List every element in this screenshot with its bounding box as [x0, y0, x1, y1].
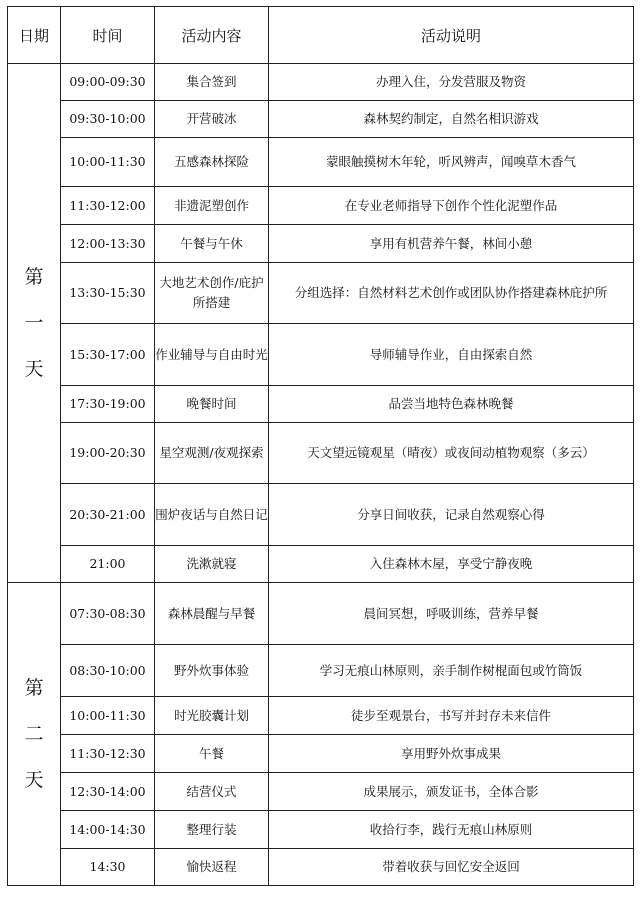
time-cell: 07:30-08:30: [61, 583, 155, 645]
description-cell: 入住森林木屋，享受宁静夜晚: [269, 546, 634, 583]
time-cell: 09:30-10:00: [61, 101, 155, 138]
activity-cell: 大地艺术创作/庇护所搭建: [155, 263, 269, 324]
time-cell: 20:30-21:00: [61, 484, 155, 546]
schedule-row: [8, 101, 634, 138]
time-cell: 14:30: [61, 849, 155, 886]
time-cell: 10:00-11:30: [61, 697, 155, 735]
schedule-row: [8, 187, 634, 225]
time-cell: 09:00-09:30: [61, 64, 155, 101]
time-cell: 12:30-14:00: [61, 773, 155, 811]
description-cell: 徒步至观景台，书写并封存未来信件: [269, 697, 634, 735]
day-label: [8, 583, 61, 886]
schedule-row: [8, 849, 634, 886]
activity-cell: 作业辅导与自由时光: [155, 324, 269, 386]
description-cell: 分享日间收获，记录自然观察心得: [269, 484, 634, 546]
time-cell: 12:00-13:30: [61, 225, 155, 263]
description-cell: 在专业老师指导下创作个性化泥塑作品: [269, 187, 634, 225]
time-cell: 10:00-11:30: [61, 138, 155, 187]
description-cell: 蒙眼触摸树木年轮，听风辨声，闻嗅草木香气: [269, 138, 634, 187]
activity-cell: 森林晨醒与早餐: [155, 583, 269, 645]
schedule-row: [8, 697, 634, 735]
time-cell: 08:30-10:00: [61, 645, 155, 697]
time-cell: 14:00-14:30: [61, 811, 155, 849]
time-cell: 11:30-12:30: [61, 735, 155, 773]
header-time: 时间: [61, 7, 155, 64]
schedule-row: [8, 225, 634, 263]
description-cell: 森林契约制定，自然名相识游戏: [269, 101, 634, 138]
activity-cell: 午餐: [155, 735, 269, 773]
day-label-char: 第: [24, 677, 44, 699]
schedule-row: [8, 138, 634, 187]
activity-cell: 午餐与午休: [155, 225, 269, 263]
activity-cell: 晚餐时间: [155, 386, 269, 423]
day-label-char: 第: [24, 266, 44, 288]
description-cell: 办理入住，分发营服及物资: [269, 64, 634, 101]
activity-cell: 非遗泥塑创作: [155, 187, 269, 225]
description-cell: 导师辅导作业，自由探索自然: [269, 324, 634, 386]
schedule-row: [8, 811, 634, 849]
schedule-row: [8, 546, 634, 583]
day-label-char: 天: [24, 769, 44, 791]
header-date: 日期: [8, 7, 61, 64]
activity-cell: 围炉夜话与自然日记: [155, 484, 269, 546]
day-label: [8, 64, 61, 583]
day-label-char: 一: [24, 312, 44, 334]
activity-cell: 开营破冰: [155, 101, 269, 138]
description-cell: 带着收获与回忆安全返回: [269, 849, 634, 886]
activity-cell: 结营仪式: [155, 773, 269, 811]
schedule-row: [8, 583, 634, 645]
activity-cell: 野外炊事体验: [155, 645, 269, 697]
description-cell: 学习无痕山林原则，亲手制作树棍面包或竹筒饭: [269, 645, 634, 697]
day-label-char: 二: [24, 723, 44, 745]
activity-cell: 集合签到: [155, 64, 269, 101]
day-label-char: 天: [24, 358, 44, 380]
time-cell: 15:30-17:00: [61, 324, 155, 386]
time-cell: 19:00-20:30: [61, 423, 155, 484]
schedule-row: [8, 263, 634, 324]
time-cell: 13:30-15:30: [61, 263, 155, 324]
schedule-row: [8, 386, 634, 423]
activity-cell: 星空观测/夜观探索: [155, 423, 269, 484]
schedule-row: [8, 423, 634, 484]
schedule-table: [7, 6, 634, 886]
description-cell: 成果展示，颁发证书，全体合影: [269, 773, 634, 811]
time-cell: 11:30-12:00: [61, 187, 155, 225]
activity-cell: 愉快返程: [155, 849, 269, 886]
schedule-row: [8, 484, 634, 546]
activity-cell: 整理行装: [155, 811, 269, 849]
description-cell: 收拾行李，践行无痕山林原则: [269, 811, 634, 849]
header-description: 活动说明: [269, 7, 634, 64]
description-cell: 品尝当地特色森林晚餐: [269, 386, 634, 423]
schedule-row: [8, 645, 634, 697]
time-cell: 21:00: [61, 546, 155, 583]
time-cell: 17:30-19:00: [61, 386, 155, 423]
schedule-row: [8, 324, 634, 386]
description-cell: 享用有机营养午餐，林间小憩: [269, 225, 634, 263]
description-cell: 晨间冥想，呼吸训练，营养早餐: [269, 583, 634, 645]
header-activity: 活动内容: [155, 7, 269, 64]
description-cell: 分组选择：自然材料艺术创作或团队协作搭建森林庇护所: [269, 263, 634, 324]
schedule-row: [8, 735, 634, 773]
header-row: [8, 7, 634, 64]
activity-cell: 时光胶囊计划: [155, 697, 269, 735]
description-cell: 享用野外炊事成果: [269, 735, 634, 773]
schedule-row: [8, 64, 634, 101]
activity-cell: 洗漱就寝: [155, 546, 269, 583]
description-cell: 天文望远镜观星（晴夜）或夜间动植物观察（多云）: [269, 423, 634, 484]
schedule-row: [8, 773, 634, 811]
activity-cell: 五感森林探险: [155, 138, 269, 187]
